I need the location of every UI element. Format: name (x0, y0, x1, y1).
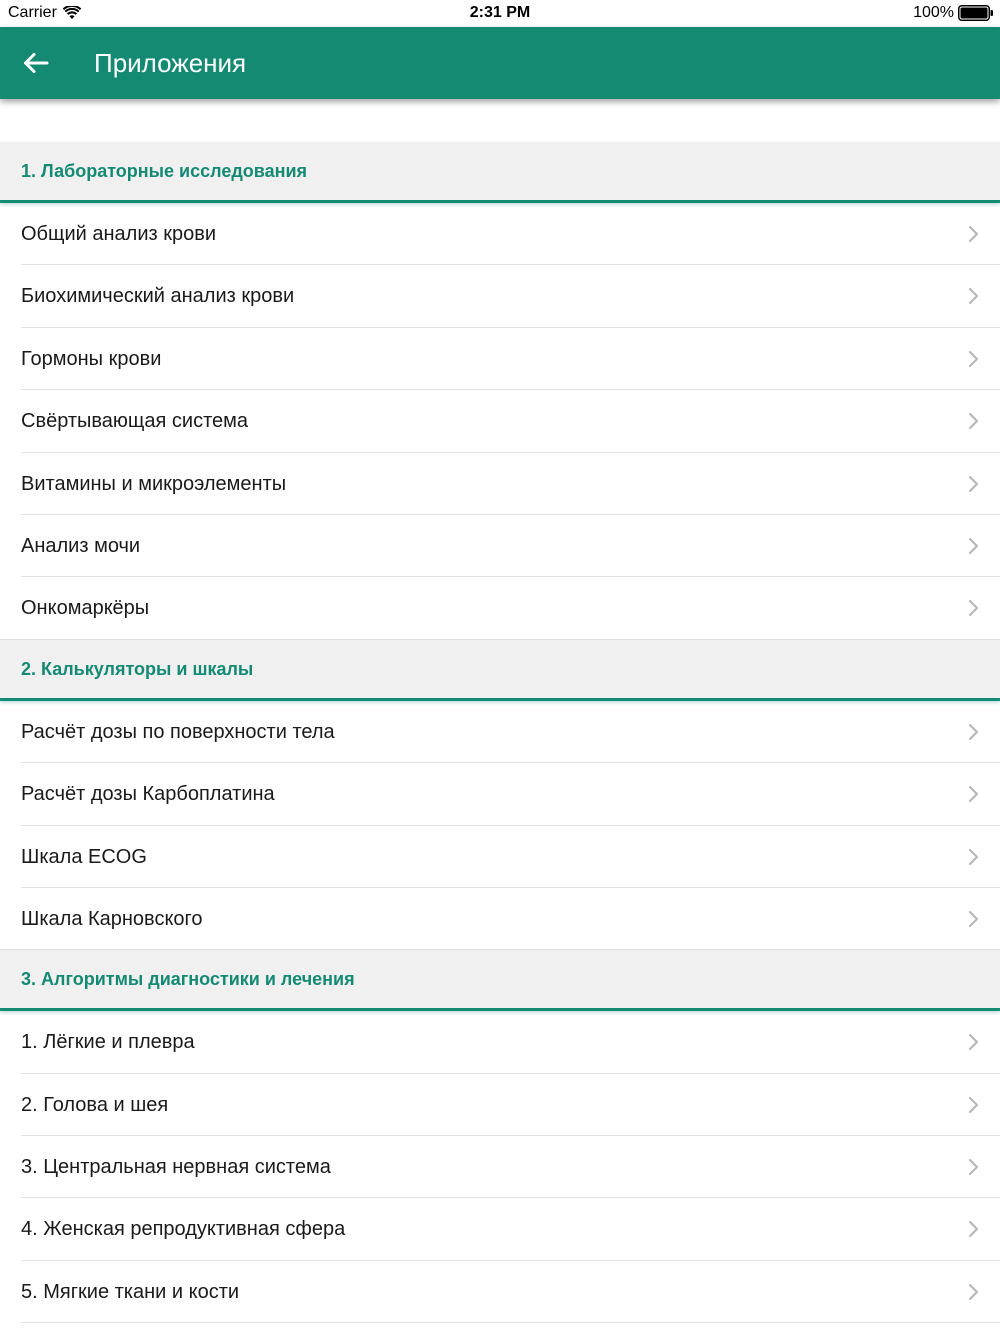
list-item-female-reproductive[interactable] (0, 1198, 1000, 1260)
list-item-label: Витамины и микроэлементы (21, 472, 287, 495)
list-item-label: Шкала Карновского (21, 907, 203, 930)
content-list (0, 99, 1000, 1323)
arrow-left-icon (23, 52, 49, 74)
list-item-karnofsky-scale[interactable] (0, 888, 1000, 950)
list-item-cns[interactable] (0, 1136, 1000, 1198)
chevron-right-icon (968, 910, 980, 928)
list-item-dose-bsa[interactable] (0, 701, 1000, 763)
list-item-head-neck[interactable] (0, 1074, 1000, 1136)
list-item-label: Шкала ECOG (21, 845, 147, 868)
section-header-calculators (0, 640, 1000, 701)
list-item-lungs[interactable] (0, 1011, 1000, 1073)
chevron-right-icon (968, 599, 980, 617)
section-title: 3. Алгоритмы диагностики и лечения (21, 969, 355, 990)
chevron-right-icon (968, 1033, 980, 1051)
list-item-tumor-markers[interactable] (0, 577, 1000, 639)
battery-icon (958, 5, 994, 21)
list-item-label: 4. Женская репродуктивная сфера (21, 1218, 346, 1241)
list-item-coagulation[interactable] (0, 390, 1000, 452)
list-item-label: 1. Лёгкие и плевра (21, 1031, 195, 1054)
list-item-label: 2. Голова и шея (21, 1093, 169, 1116)
battery-percent: 100% (913, 4, 954, 21)
chevron-right-icon (968, 1220, 980, 1238)
list-item-ecog-scale[interactable] (0, 826, 1000, 888)
chevron-right-icon (968, 1283, 980, 1301)
section-title: 1. Лабораторные исследования (21, 161, 308, 181)
list-item-vitamins[interactable] (0, 453, 1000, 515)
chevron-right-icon (968, 287, 980, 305)
list-item-hormones[interactable] (0, 328, 1000, 390)
list-item-label: Биохимический анализ крови (21, 285, 295, 308)
chevron-right-icon (968, 723, 980, 741)
section-title: 2. Калькуляторы и шкалы (21, 658, 254, 679)
chevron-right-icon (968, 350, 980, 368)
chevron-right-icon (968, 475, 980, 493)
app-bar (0, 27, 1000, 99)
list-item-soft-tissue-bone[interactable] (0, 1261, 1000, 1323)
chevron-right-icon (968, 1158, 980, 1176)
list-item-label: Общий анализ крови (21, 223, 217, 245)
chevron-right-icon (968, 785, 980, 803)
list-item-label: Онкомаркёры (21, 597, 150, 620)
list-item-biochemistry[interactable] (0, 265, 1000, 327)
chevron-right-icon (968, 412, 980, 430)
back-button[interactable] (16, 43, 56, 83)
list-item-dose-carboplatin[interactable] (0, 763, 1000, 825)
list-item-label: Расчёт дозы по поверхности тела (21, 720, 335, 743)
section-header-laboratory (0, 142, 1000, 203)
chevron-right-icon (968, 537, 980, 555)
status-time: 2:31 PM (469, 4, 531, 21)
status-bar (0, 0, 1000, 27)
chevron-right-icon (968, 848, 980, 866)
list-item-label: Гормоны крови (21, 347, 162, 370)
status-right (913, 4, 994, 22)
chevron-right-icon (968, 1096, 980, 1114)
list-item-label: Свёртывающая система (21, 410, 249, 433)
list-item-urinalysis[interactable] (0, 515, 1000, 577)
page-title: Приложения (94, 48, 247, 78)
list-item-label: 3. Центральная нервная система (21, 1156, 331, 1179)
carrier-label: Carrier (8, 4, 57, 21)
section-header-algorithms (0, 950, 1000, 1011)
list-item-blood-count[interactable] (0, 203, 1000, 265)
list-item-label: Анализ мочи (21, 534, 141, 557)
chevron-right-icon (968, 225, 980, 243)
list-item-label: 5. Мягкие ткани и кости (21, 1280, 240, 1303)
top-spacer (0, 99, 1000, 142)
list-item-label: Расчёт дозы Карбоплатина (21, 783, 275, 806)
